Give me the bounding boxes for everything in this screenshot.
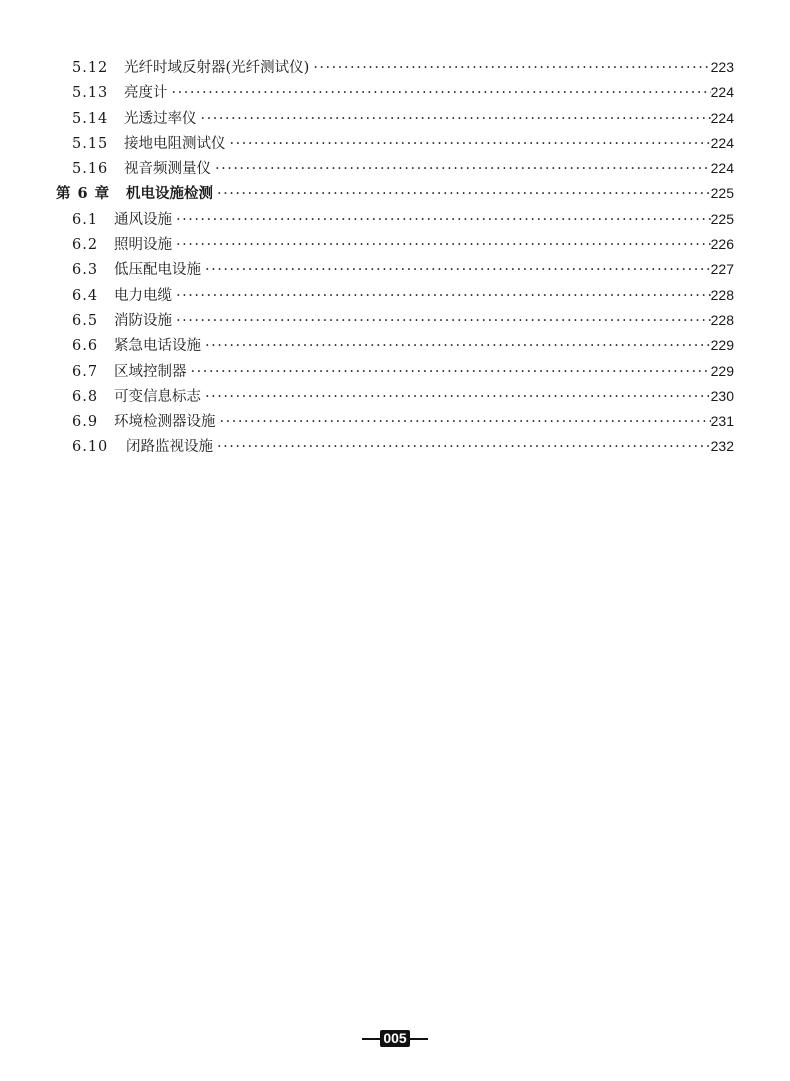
section-number: 5.14 [72, 110, 109, 127]
toc-entry-6-5[interactable] [56, 308, 734, 333]
section-title: 光纤时域反射器(光纤测试仪) [124, 60, 310, 76]
page-number: 223 [710, 59, 734, 75]
dot-leader [215, 182, 711, 207]
section-number: 6.10 [72, 439, 109, 456]
section-number: 6.8 [72, 388, 99, 405]
page-number: 229 [710, 362, 734, 379]
section-title: 电力电缆 [114, 287, 172, 304]
section-title: 紧急电话设施 [114, 338, 201, 355]
chapter-title: 机电设施检测 [126, 185, 213, 203]
toc-entry-6-10[interactable] [56, 434, 734, 459]
page-number: 225 [710, 210, 734, 227]
toc-entry-6-1[interactable] [56, 207, 734, 232]
section-number: 6.5 [72, 312, 99, 329]
section-number: 6.1 [72, 211, 99, 228]
section-number: 6.6 [72, 338, 99, 355]
section-title: 亮度计 [124, 85, 168, 102]
section-title: 接地电阻测试仪 [124, 135, 226, 152]
toc-entry-6-2[interactable] [56, 232, 734, 257]
dot-leader [218, 410, 711, 435]
page-number: 224 [710, 109, 734, 126]
dot-leader [203, 258, 711, 283]
toc-entry-5-13[interactable] [56, 80, 734, 105]
page-number: 224 [710, 134, 734, 151]
dot-leader [228, 132, 711, 157]
section-title: 光透过率仪 [124, 110, 197, 127]
dot-leader [203, 334, 711, 359]
page-number: 225 [710, 185, 734, 202]
page-number: 224 [710, 160, 734, 177]
toc-entry-5-14[interactable] [56, 106, 734, 131]
section-title: 照明设施 [114, 237, 172, 254]
dot-leader [170, 81, 711, 106]
toc-entry-6-8[interactable] [56, 384, 734, 409]
section-title: 环境检测器设施 [114, 414, 216, 431]
page-number: 226 [710, 236, 734, 253]
dot-leader [174, 284, 711, 309]
page-number: 228 [710, 286, 734, 303]
page-number: 227 [710, 261, 734, 278]
dot-leader [199, 107, 711, 132]
dot-leader [215, 435, 711, 460]
section-title: 视音频测量仪 [124, 161, 211, 178]
page-number: 229 [710, 337, 734, 354]
section-title: 通风设施 [114, 211, 172, 228]
footer-rule-left [362, 1038, 380, 1040]
page-number: 228 [710, 311, 734, 328]
toc-entry-5-12[interactable] [56, 55, 734, 80]
toc-chapter-6[interactable] [56, 181, 734, 206]
toc-entry-6-9[interactable] [56, 409, 734, 434]
page-number: 230 [710, 387, 734, 404]
dot-leader [189, 360, 711, 385]
section-title: 闭路监视设施 [126, 439, 213, 456]
section-title: 低压配电设施 [114, 262, 201, 279]
section-number: 6.3 [72, 262, 99, 279]
toc-entry-6-4[interactable] [56, 283, 734, 308]
section-title: 可变信息标志 [114, 388, 201, 405]
dot-leader [213, 157, 711, 182]
section-number: 6.4 [72, 287, 99, 304]
chapter-number: 第 6 章 [56, 185, 111, 203]
section-number: 5.16 [72, 161, 109, 178]
toc-entry-5-15[interactable] [56, 131, 734, 156]
section-number: 6.7 [72, 363, 99, 380]
page-number: 232 [710, 438, 734, 455]
table-of-contents [56, 55, 734, 460]
page-footer [0, 1030, 790, 1047]
page-number: 231 [710, 413, 734, 430]
footer-page-number: 005 [380, 1030, 409, 1047]
section-number: 6.9 [72, 414, 99, 431]
section-number: 5.12 [72, 60, 109, 76]
section-number: 5.13 [72, 85, 109, 102]
toc-entry-6-3[interactable] [56, 257, 734, 282]
page-number: 224 [710, 84, 734, 101]
toc-entry-5-16[interactable] [56, 156, 734, 181]
section-number: 5.15 [72, 135, 109, 152]
toc-entry-6-6[interactable] [56, 333, 734, 358]
section-number: 6.2 [72, 237, 99, 254]
footer-rule-right [410, 1038, 428, 1040]
dot-leader [203, 385, 711, 410]
dot-leader [311, 56, 710, 81]
dot-leader [174, 233, 711, 258]
dot-leader [174, 309, 711, 334]
toc-entry-6-7[interactable] [56, 359, 734, 384]
section-title: 区域控制器 [114, 363, 187, 380]
dot-leader [174, 208, 711, 233]
section-title: 消防设施 [114, 312, 172, 329]
